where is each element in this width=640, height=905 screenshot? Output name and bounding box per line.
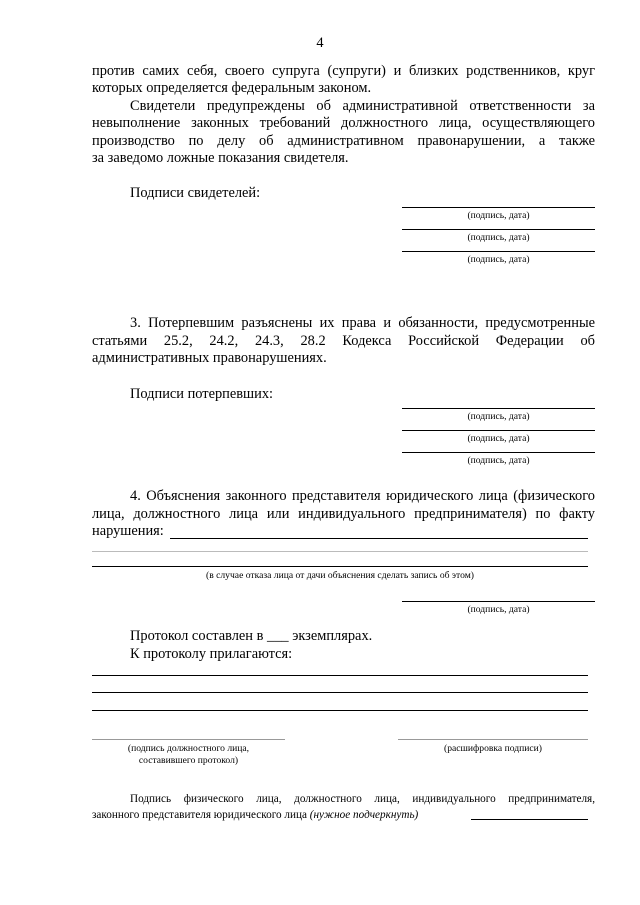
witness-signature-line-1[interactable] [402, 207, 595, 208]
victim-signature-caption-2: (подпись, дата) [467, 433, 530, 444]
refusal-note: (в случае отказа лица от дачи объяснения сделать запись об этом) [206, 570, 474, 581]
protocol-copies-before: Протокол составлен в [130, 628, 264, 644]
witness-signature-line-2[interactable] [402, 229, 595, 230]
section3-line3: административных правонарушениях. [92, 350, 327, 366]
witness-signature-line-3[interactable] [402, 251, 595, 252]
victim-signature-line-3[interactable] [402, 452, 595, 453]
footer-line2-italic: (нужное подчеркнуть) [309, 809, 419, 821]
section4-signature-line[interactable] [402, 601, 595, 602]
section3-line1: 3. Потерпевшим разъяснены их права и обязанности, предусмотренные [130, 315, 595, 331]
footer-line2-main: законного представителя юридического лица [92, 809, 307, 821]
section3-line2: статьями 25.2, 24.2, 24.3, 28.2 Кодекса Российской Федерации об [92, 333, 595, 349]
attachments-line-1[interactable] [92, 675, 588, 676]
protocol-copies-after: экземплярах. [292, 628, 373, 644]
attachments-line-3[interactable] [92, 710, 588, 711]
witness-signature-caption-2: (подпись, дата) [467, 232, 530, 243]
victim-signatures-heading: Подписи потерпевших: [130, 386, 274, 402]
explanation-line-1[interactable] [170, 538, 588, 539]
official-signature-caption-1: (подпись должностного лица, [127, 743, 250, 754]
para2-line1: Свидетели предупреждены об административной ответственности за [130, 98, 595, 114]
witness-signature-caption-3: (подпись, дата) [467, 254, 530, 265]
page-number: 4 [316, 35, 324, 51]
para2-line2: невыполнение законных требований должностного лица, осуществляющего [92, 115, 595, 131]
official-signature-line[interactable] [92, 739, 285, 740]
explanation-line-2[interactable] [92, 551, 588, 552]
victim-signature-line-2[interactable] [402, 430, 595, 431]
witness-signatures-heading: Подписи свидетелей: [130, 185, 261, 201]
protocol-attachments: К протоколу прилагаются: [130, 646, 293, 662]
attachments-line-2[interactable] [92, 692, 588, 693]
protocol-copies-blank[interactable]: ___ [267, 628, 289, 644]
para2-line4: за заведомо ложные показания свидетеля. [92, 150, 349, 166]
signature-decoding-line[interactable] [398, 739, 588, 740]
section4-line2: лица, должностного лица или индивидуального предпринимателя) по факту [92, 506, 595, 522]
footer-signature-line[interactable] [471, 819, 588, 820]
para2-line3: производство по делу об административном правонарушении, а также [92, 133, 595, 149]
victim-signature-caption-1: (подпись, дата) [467, 411, 530, 422]
official-signature-caption-2: составившего протокол) [138, 755, 239, 766]
explanation-line-3[interactable] [92, 566, 588, 567]
section4-line1: 4. Объяснения законного представителя юридического лица (физического [130, 488, 595, 504]
section4-label: нарушения: [92, 523, 164, 539]
victim-signature-line-1[interactable] [402, 408, 595, 409]
footer-line1: Подпись физического лица, должностного лица, индивидуального предпринимателя, [130, 793, 595, 805]
para1-line1: против самих себя, своего супруга (супруги) и близких родственников, круг [92, 63, 595, 79]
signature-decoding-caption: (расшифровка подписи) [444, 743, 542, 754]
victim-signature-caption-3: (подпись, дата) [467, 455, 530, 466]
para1-line2: которых определяется федеральным законом. [92, 80, 372, 96]
witness-signature-caption-1: (подпись, дата) [467, 210, 530, 221]
footer-line2 [92, 808, 418, 822]
section4-signature-caption: (подпись, дата) [467, 604, 530, 615]
protocol-copies [130, 628, 372, 646]
